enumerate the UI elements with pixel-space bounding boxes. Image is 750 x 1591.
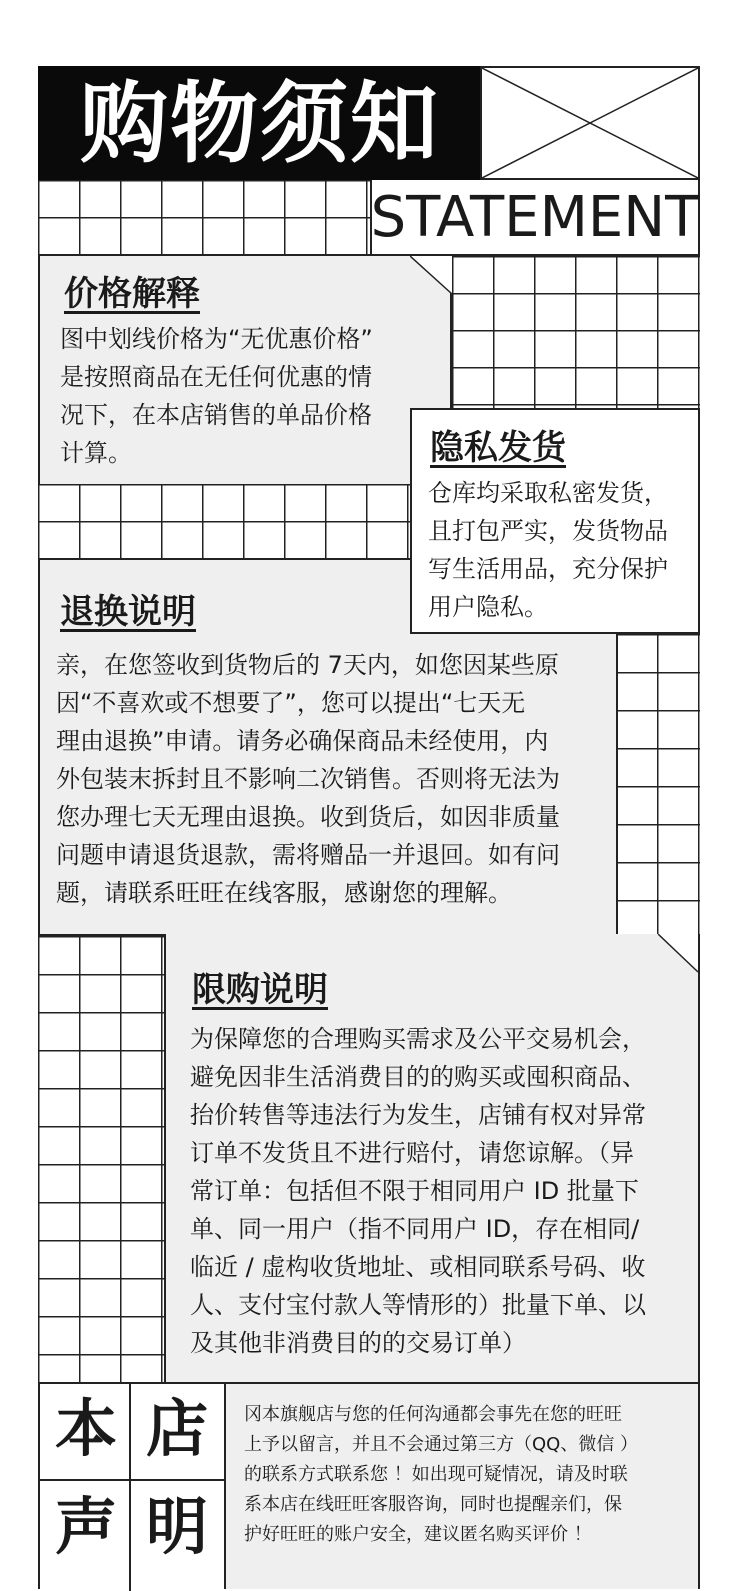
- text-line: 避免因非生活消费目的的购买或囤积商品、: [190, 1063, 646, 1091]
- text-line: 冈本旗舰店与您的任何沟通都会事先在您的旺旺: [244, 1404, 622, 1425]
- text-line: 是按照商品在无任何优惠的情: [60, 363, 372, 391]
- text-line: 理由退换”申请。请务必确保商品未经使用，内: [56, 727, 549, 755]
- cross-lines: [482, 68, 698, 178]
- panel-corner-fold: [410, 256, 454, 296]
- grid-block-price-right: [452, 256, 700, 408]
- price-heading: 价格解释: [64, 274, 200, 314]
- limit-text: [190, 1020, 695, 1362]
- text-line: 题，请联系旺旺在线客服，感谢您的理解。: [56, 879, 512, 907]
- returns-heading: 退换说明: [60, 592, 196, 632]
- text-line: 为保障您的合理购买需求及公平交易机会，: [190, 1025, 646, 1053]
- text-line: 及其他非消费目的的交易订单）: [190, 1329, 526, 1357]
- panel-corner-fold: [658, 934, 702, 974]
- store-statement-text: [244, 1400, 692, 1550]
- returns-text: [56, 646, 616, 912]
- grid-block-returns-right: [616, 634, 700, 936]
- grid-block-header: [38, 180, 370, 256]
- text-line: 仓库均采取私密发货，: [428, 479, 668, 507]
- store-char: 本: [54, 1392, 117, 1465]
- page-title: 购物须知: [80, 72, 441, 175]
- text-line: 且打包严实，发货物品: [428, 517, 668, 545]
- text-line: 用户隐私。: [428, 593, 548, 621]
- store-statement-chars: [38, 1382, 226, 1589]
- text-line: 外包装末拆封且不影响二次销售。否则将无法为: [56, 765, 560, 793]
- text-line: 人、支付宝付款人等情形的）批量下单、以: [190, 1291, 646, 1319]
- privacy-heading: 隐私发货: [430, 428, 566, 468]
- text-line: 计算。: [60, 439, 132, 467]
- text-line: 上予以留言，并且不会通过第三方（QQ、微信 ）: [244, 1434, 639, 1455]
- text-line: 况下，在本店销售的单品价格: [60, 401, 372, 429]
- text-line: 写生活用品，充分保护: [428, 555, 668, 583]
- text-line: 的联系方式联系您 ！如出现可疑情况，请及时联: [244, 1464, 628, 1485]
- limit-heading: 限购说明: [192, 970, 328, 1010]
- price-text: [60, 320, 440, 472]
- store-char: 店: [145, 1392, 208, 1465]
- text-line: 订单不发货且不进行赔付，请您谅解。（异: [190, 1139, 634, 1167]
- statement-label: STATEMENT: [370, 185, 700, 250]
- char-grid-hline: [40, 1479, 226, 1481]
- text-line: 单、同一用户（指不同用户 ID，存在相同/: [190, 1215, 640, 1243]
- text-line: 护好旺旺的账户安全，建议匿名购买评价 ！: [244, 1524, 592, 1545]
- privacy-text: [428, 474, 698, 626]
- text-line: 临近 / 虚构收货地址、或相同联系号码、收: [190, 1253, 646, 1281]
- text-line: 因“不喜欢或不想要了”，您可以提出“七天无: [56, 689, 526, 717]
- text-line: 抬价转售等违法行为发生，店铺有权对异常: [190, 1101, 646, 1129]
- grid-block-limit-left: [38, 936, 164, 1382]
- text-line: 系本店在线旺旺客服咨询，同时也提醒亲们，保: [244, 1494, 622, 1515]
- store-char: 明: [145, 1490, 208, 1563]
- grid-block-middle: [38, 484, 412, 560]
- text-line: 亲，在您签收到货物后的 7天内，如您因某些原: [56, 651, 559, 679]
- text-line: 您办理七天无理由退换。收到货后，如因非质量: [56, 803, 560, 831]
- text-line: 常订单：包括但不限于相同用户 ID 批量下: [190, 1177, 639, 1205]
- text-line: 图中划线价格为“无优惠价格”: [60, 325, 373, 353]
- crossed-box: [480, 66, 700, 180]
- text-line: 问题申请退货退款，需将赠品一并退回。如有问: [56, 841, 560, 869]
- store-char: 声: [54, 1490, 117, 1563]
